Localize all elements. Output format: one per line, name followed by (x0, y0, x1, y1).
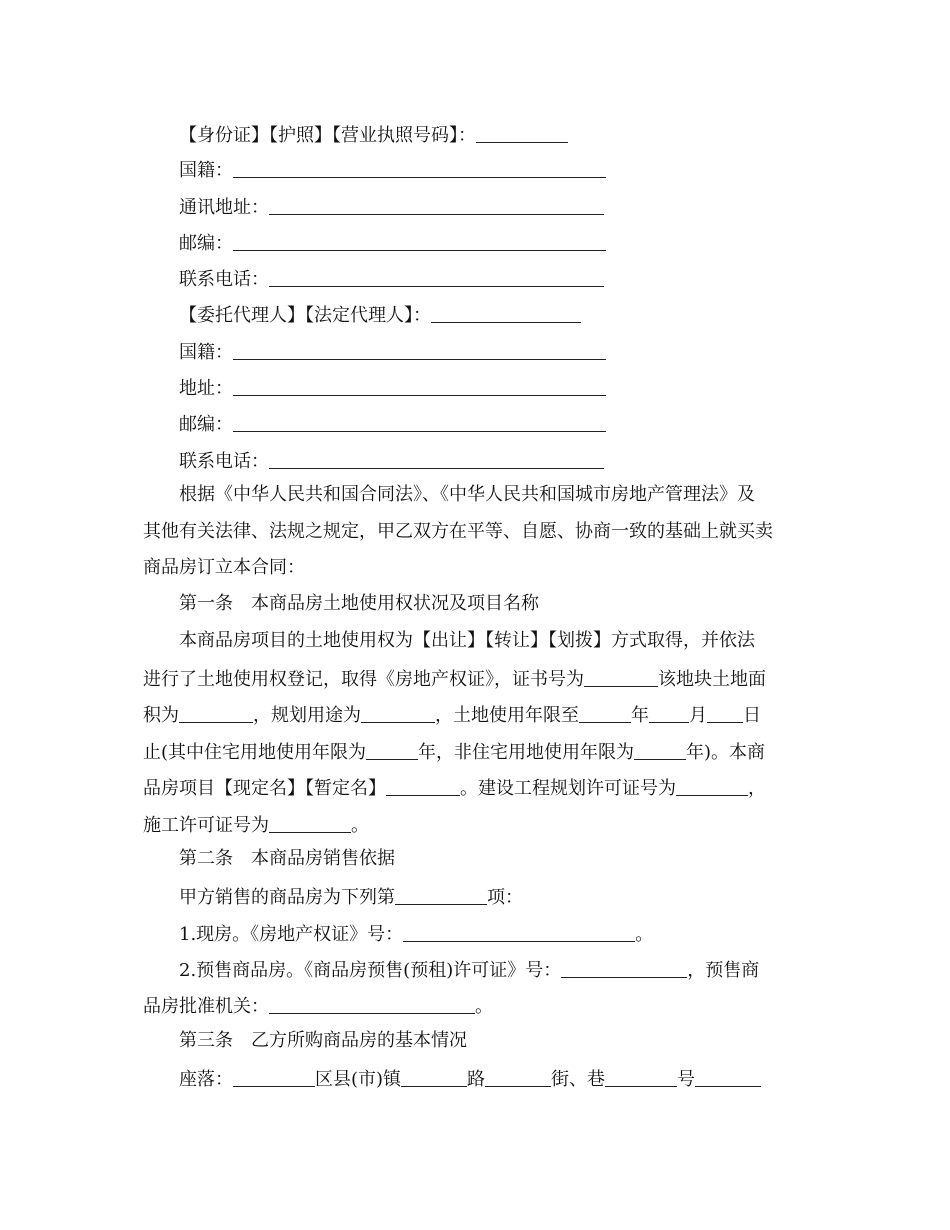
article1-line-1: 本商品房项目的土地使用权为【出让】【转让】【划拨】方式取得，并依法 (179, 630, 755, 651)
article1-line-2: 进行了土地使用权登记，取得《房地产权证》，证书号为 该地块土地面 (143, 662, 813, 692)
agent-address-label: 地址： (179, 378, 233, 399)
buyer-id-line (179, 118, 849, 148)
buyer-phone-label: 联系电话： (179, 269, 269, 290)
residential-years-blank (366, 737, 418, 760)
buyer-nationality-label: 国籍： (179, 160, 233, 181)
agent-nationality-blank (233, 337, 606, 360)
article1-line-5: 品房项目【现定名】【暂定名】 。建设工程规划许可证号为 ， (143, 771, 813, 801)
buyer-postcode-label: 邮编： (179, 233, 233, 254)
agent-phone-blank (269, 446, 604, 469)
land-year-blank (579, 700, 631, 723)
agent-nationality-line (179, 335, 849, 365)
agent-postcode-line (179, 407, 849, 437)
article3-heading: 第三条 乙方所购商品房的基本情况 (179, 1030, 467, 1051)
agent-postcode-label: 邮编： (179, 414, 233, 435)
agent-nationality-label: 国籍： (179, 342, 233, 363)
buyer-id-label: 【身份证】【护照】【营业执照号码】： (179, 125, 476, 146)
land-day-blank (707, 700, 743, 723)
buyer-phone-blank (269, 264, 604, 287)
buyer-address-label: 通讯地址： (179, 197, 269, 218)
planned-use-blank (361, 700, 435, 723)
preamble-line-2: 其他有关法律、法规之规定，甲乙双方在平等、自愿、协商一致的基础上就买卖 (143, 521, 773, 542)
buyer-nationality-line (179, 153, 849, 183)
article1-line-4: 止(其中住宅用地使用年限为 年，非住宅用地使用年限为 年)。本商 (143, 735, 813, 765)
article2-item-2-line-2: 品房批准机关： 。 (143, 989, 813, 1019)
article1-heading: 第一条 本商品房土地使用权状况及项目名称 (179, 593, 539, 614)
lane-blank (605, 1064, 677, 1087)
agent-address-line (179, 371, 849, 401)
article2-heading: 第二条 本商品房销售依据 (179, 848, 395, 869)
number-blank (695, 1064, 761, 1087)
buyer-id-blank (476, 120, 568, 143)
land-month-blank (649, 700, 689, 723)
agent-label: 【委托代理人】【法定代理人】： (179, 305, 431, 326)
agent-blank (431, 300, 581, 323)
agent-phone-line (179, 444, 849, 474)
agent-postcode-blank (233, 409, 606, 432)
project-name-blank (386, 773, 460, 796)
buyer-address-blank (269, 192, 604, 215)
article3-location: 座落： 区县(市)镇 路 街、巷 号 (179, 1062, 849, 1092)
preamble-line-3: 商品房订立本合同： (143, 557, 305, 578)
preamble-line-1: 根据《中华人民共和国合同法》、《中华人民共和国城市房地产管理法》及 (179, 484, 755, 505)
buyer-postcode-blank (233, 228, 606, 251)
sale-item-blank (395, 882, 487, 905)
buyer-address-line (179, 190, 849, 220)
property-cert-number-blank (403, 919, 635, 942)
approval-authority-blank (269, 991, 475, 1014)
agent-phone-label: 联系电话： (179, 451, 269, 472)
district-blank (233, 1064, 315, 1087)
planning-permit-blank (676, 773, 748, 796)
nonresidential-years-blank (634, 737, 686, 760)
road-blank (401, 1064, 467, 1087)
certificate-number-blank (584, 664, 658, 687)
article1-line-3: 积为 ，规划用途为 ，土地使用年限至 年 月 日 (143, 698, 813, 728)
agent-address-blank (233, 373, 606, 396)
agent-line (179, 298, 849, 328)
presale-permit-blank (561, 955, 687, 978)
buyer-nationality-blank (233, 155, 606, 178)
article2-item-1: 1.现房。《房地产权证》号： 。 (179, 917, 849, 947)
buyer-postcode-line (179, 226, 849, 256)
article2-item-2: 2.预售商品房。《商品房预售(预租)许可证》号： ，预售商 (179, 953, 849, 983)
article1-line-6: 施工许可证号为 。 (143, 808, 813, 838)
land-area-blank (179, 700, 253, 723)
street-blank (485, 1064, 551, 1087)
buyer-phone-line (179, 262, 849, 292)
construction-permit-blank (269, 810, 351, 833)
article2-intro: 甲方销售的商品房为下列第 项： (179, 880, 849, 910)
